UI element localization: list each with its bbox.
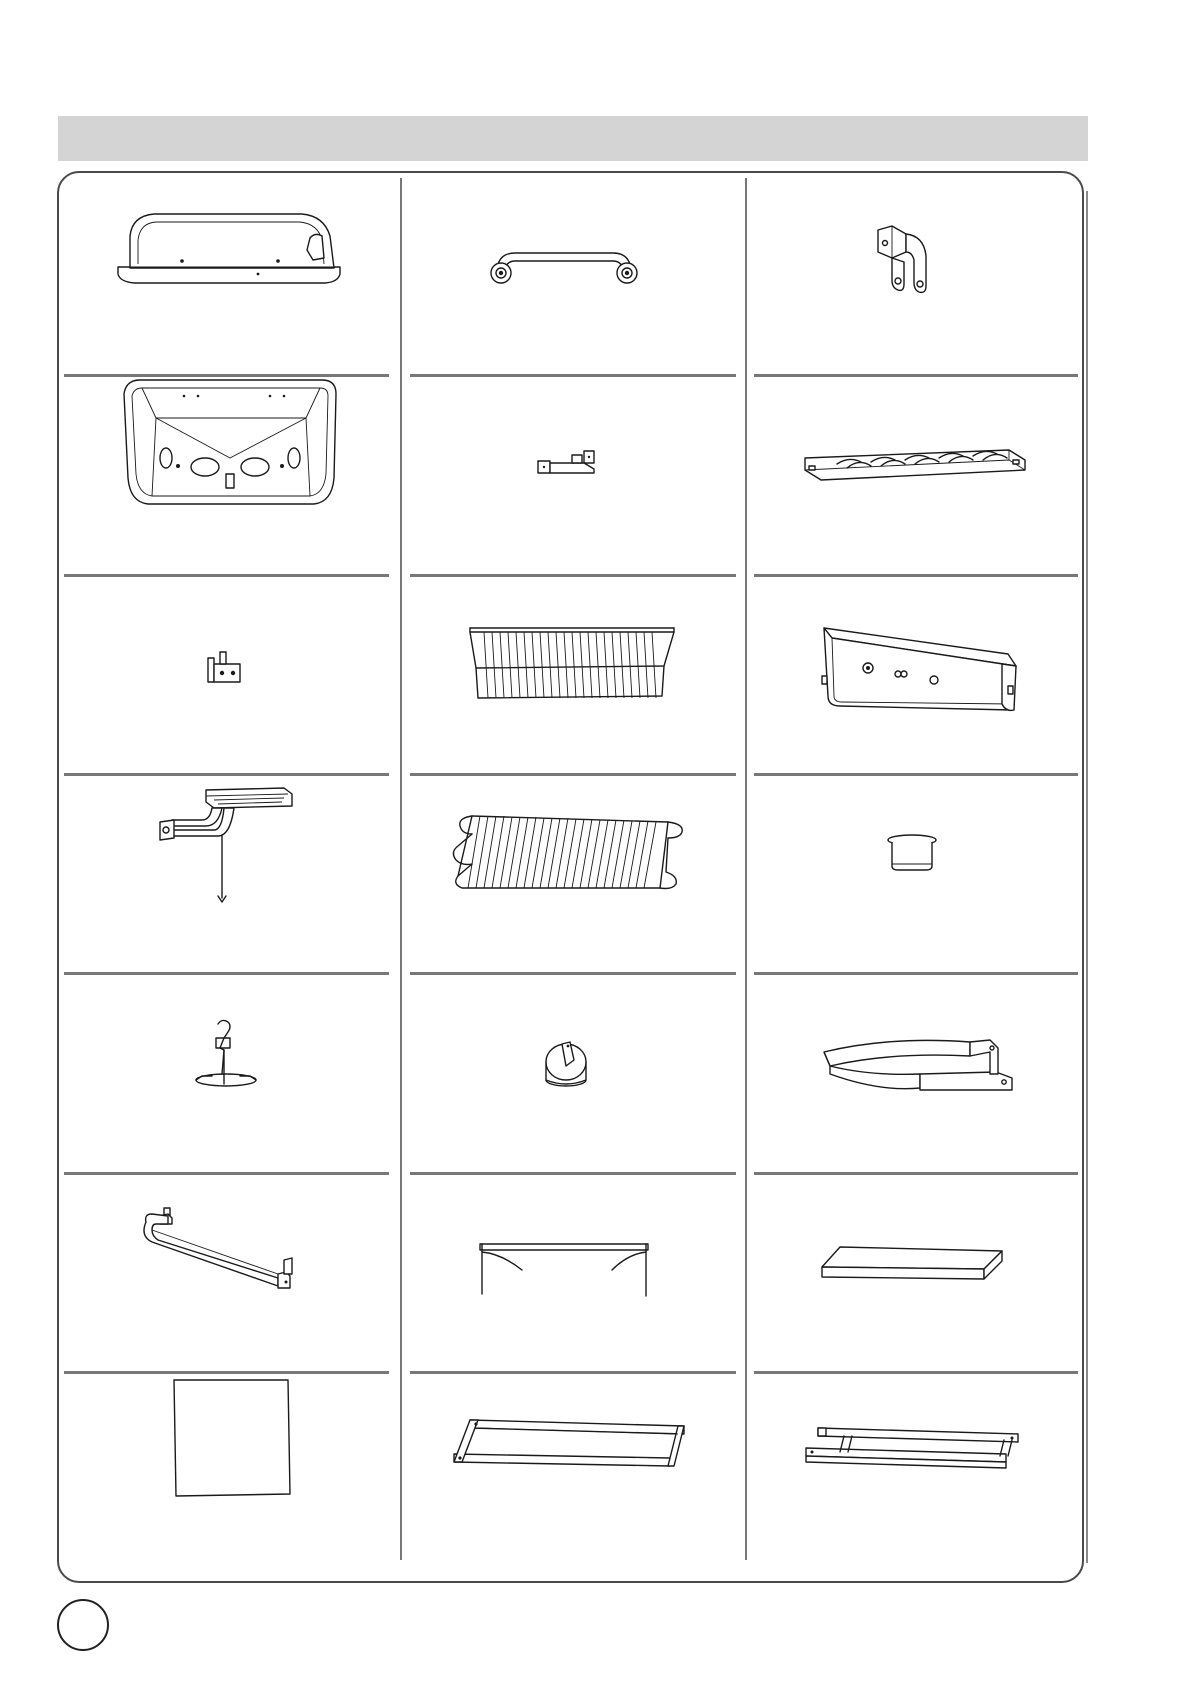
side-frame-icon xyxy=(452,1418,688,1470)
warming-rack-icon xyxy=(468,622,678,702)
burner-icon xyxy=(158,786,298,906)
bottom-panel-icon xyxy=(172,1378,292,1498)
cup-hanger-icon xyxy=(190,1018,270,1098)
lid-handle-icon xyxy=(485,243,645,288)
grid-divider xyxy=(754,1172,1078,1175)
small-bracket-icon xyxy=(206,650,246,684)
grid-divider xyxy=(745,178,747,1560)
grid-divider xyxy=(64,574,389,577)
grid-divider xyxy=(754,972,1078,975)
heat-tent-icon xyxy=(803,448,1028,488)
rear-frame-icon xyxy=(804,1426,1024,1476)
grid-divider xyxy=(754,773,1078,776)
grid-divider xyxy=(410,1172,736,1175)
control-panel-icon xyxy=(818,624,1023,716)
side-shelf-icon xyxy=(818,1245,1004,1285)
grid-divider xyxy=(410,374,736,377)
grid-divider xyxy=(410,1371,736,1374)
cooking-grate-icon xyxy=(448,812,688,892)
side-handle-icon xyxy=(138,1202,308,1292)
grid-divider xyxy=(400,178,402,1560)
grid-divider xyxy=(410,773,736,776)
page-number-badge xyxy=(57,1599,109,1651)
grid-divider xyxy=(410,574,736,577)
leg-brace-icon xyxy=(478,1242,653,1298)
grid-divider xyxy=(64,773,389,776)
grease-cup-icon xyxy=(884,832,944,872)
firebox-icon xyxy=(118,378,343,518)
grid-divider xyxy=(64,1172,389,1175)
grid-divider xyxy=(754,374,1078,377)
hinge-bracket-icon xyxy=(870,222,950,302)
burner-bracket-icon xyxy=(536,449,606,479)
grid-divider xyxy=(410,972,736,975)
section-title-bar xyxy=(58,116,1088,161)
front-frame-rail-icon xyxy=(820,1036,1020,1092)
grid-divider xyxy=(64,374,389,377)
control-knob-icon xyxy=(544,1036,594,1088)
grid-divider xyxy=(754,574,1078,577)
grid-divider xyxy=(754,1371,1078,1374)
grid-divider xyxy=(64,1371,389,1374)
grid-divider xyxy=(64,972,389,975)
lid-icon xyxy=(110,210,350,290)
